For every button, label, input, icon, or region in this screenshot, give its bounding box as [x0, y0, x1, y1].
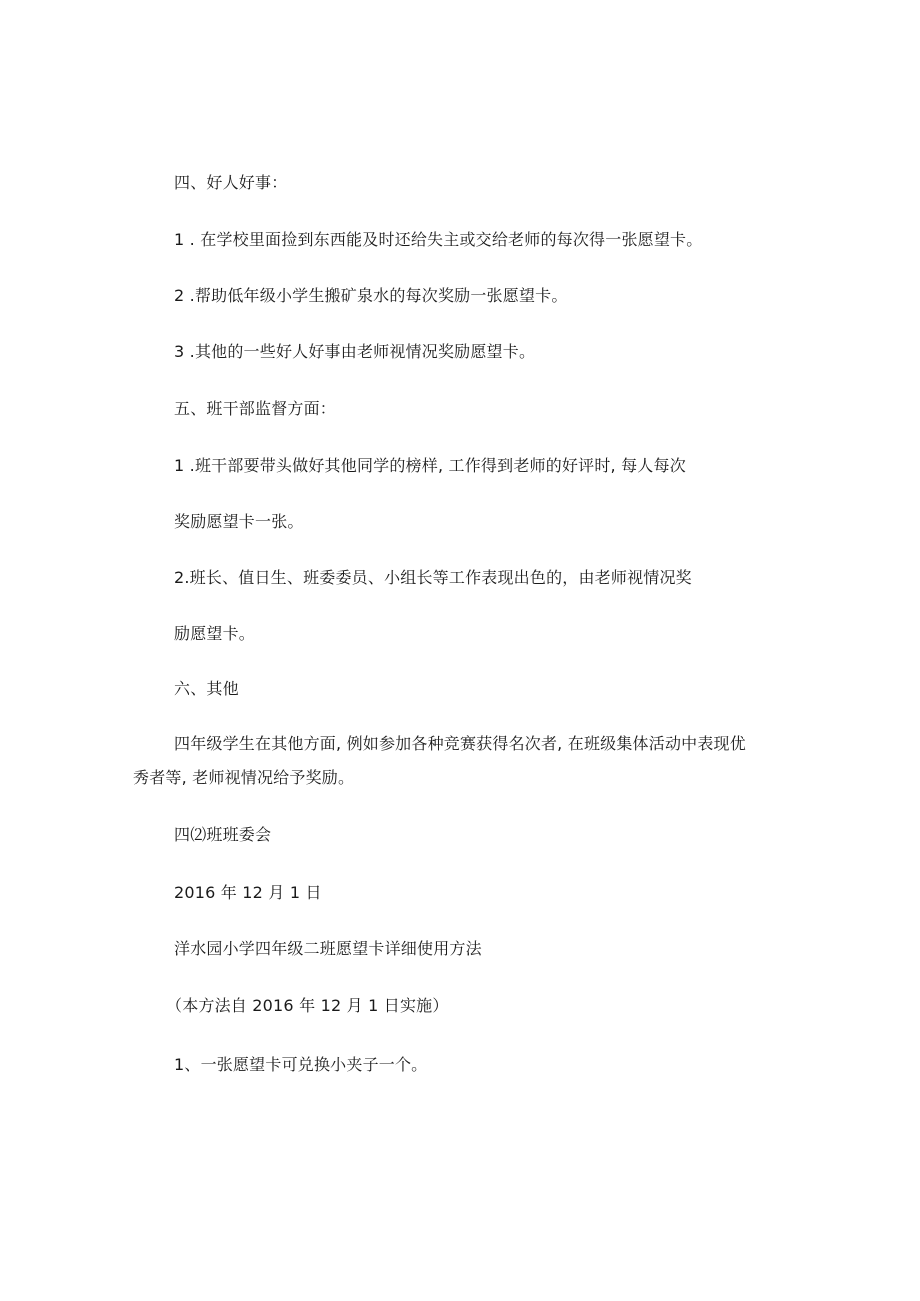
class-cadre-item-1-cont: 奖励愿望卡一张。: [174, 512, 304, 531]
method-effective-note: （本方法自 2016 年 12 月 1 日实施）: [166, 996, 449, 1015]
good-deeds-item-2: 2 .帮助低年级小学生搬矿泉水的每次奖励一张愿望卡。: [174, 286, 568, 305]
section-heading-good-deeds: 四、好人好事：: [174, 173, 288, 192]
other-paragraph-line-1: 四年级学生在其他方面, 例如参加各种竞赛获得名次者, 在班级集体活动中表现优: [174, 734, 746, 753]
other-paragraph-line-2: 秀者等, 老师视情况给予奖励。: [133, 768, 355, 787]
method-item-1: 1、一张愿望卡可兑换小夹子一个。: [174, 1055, 428, 1074]
section-heading-class-cadre: 五、班干部监督方面：: [174, 399, 337, 418]
good-deeds-item-3: 3 .其他的一些好人好事由老师视情况奖励愿望卡。: [174, 342, 536, 361]
signature-committee: 四⑵班班委会: [174, 825, 272, 844]
good-deeds-item-1: 1 . 在学校里面捡到东西能及时还给失主或交给老师的每次得一张愿望卡。: [174, 230, 703, 249]
section-heading-other: 六、其他: [174, 679, 239, 698]
signature-date: 2016 年 12 月 1 日: [174, 883, 322, 902]
method-title: 洋水园小学四年级二班愿望卡详细使用方法: [174, 939, 482, 958]
class-cadre-item-1: 1 .班干部要带头做好其他同学的榜样, 工作得到老师的好评时, 每人每次: [174, 456, 686, 475]
class-cadre-item-2: 2.班长、值日生、班委委员、小组长等工作表现出色的，由老师视情况奖: [174, 568, 692, 587]
class-cadre-item-2-cont: 励愿望卡。: [174, 624, 256, 643]
